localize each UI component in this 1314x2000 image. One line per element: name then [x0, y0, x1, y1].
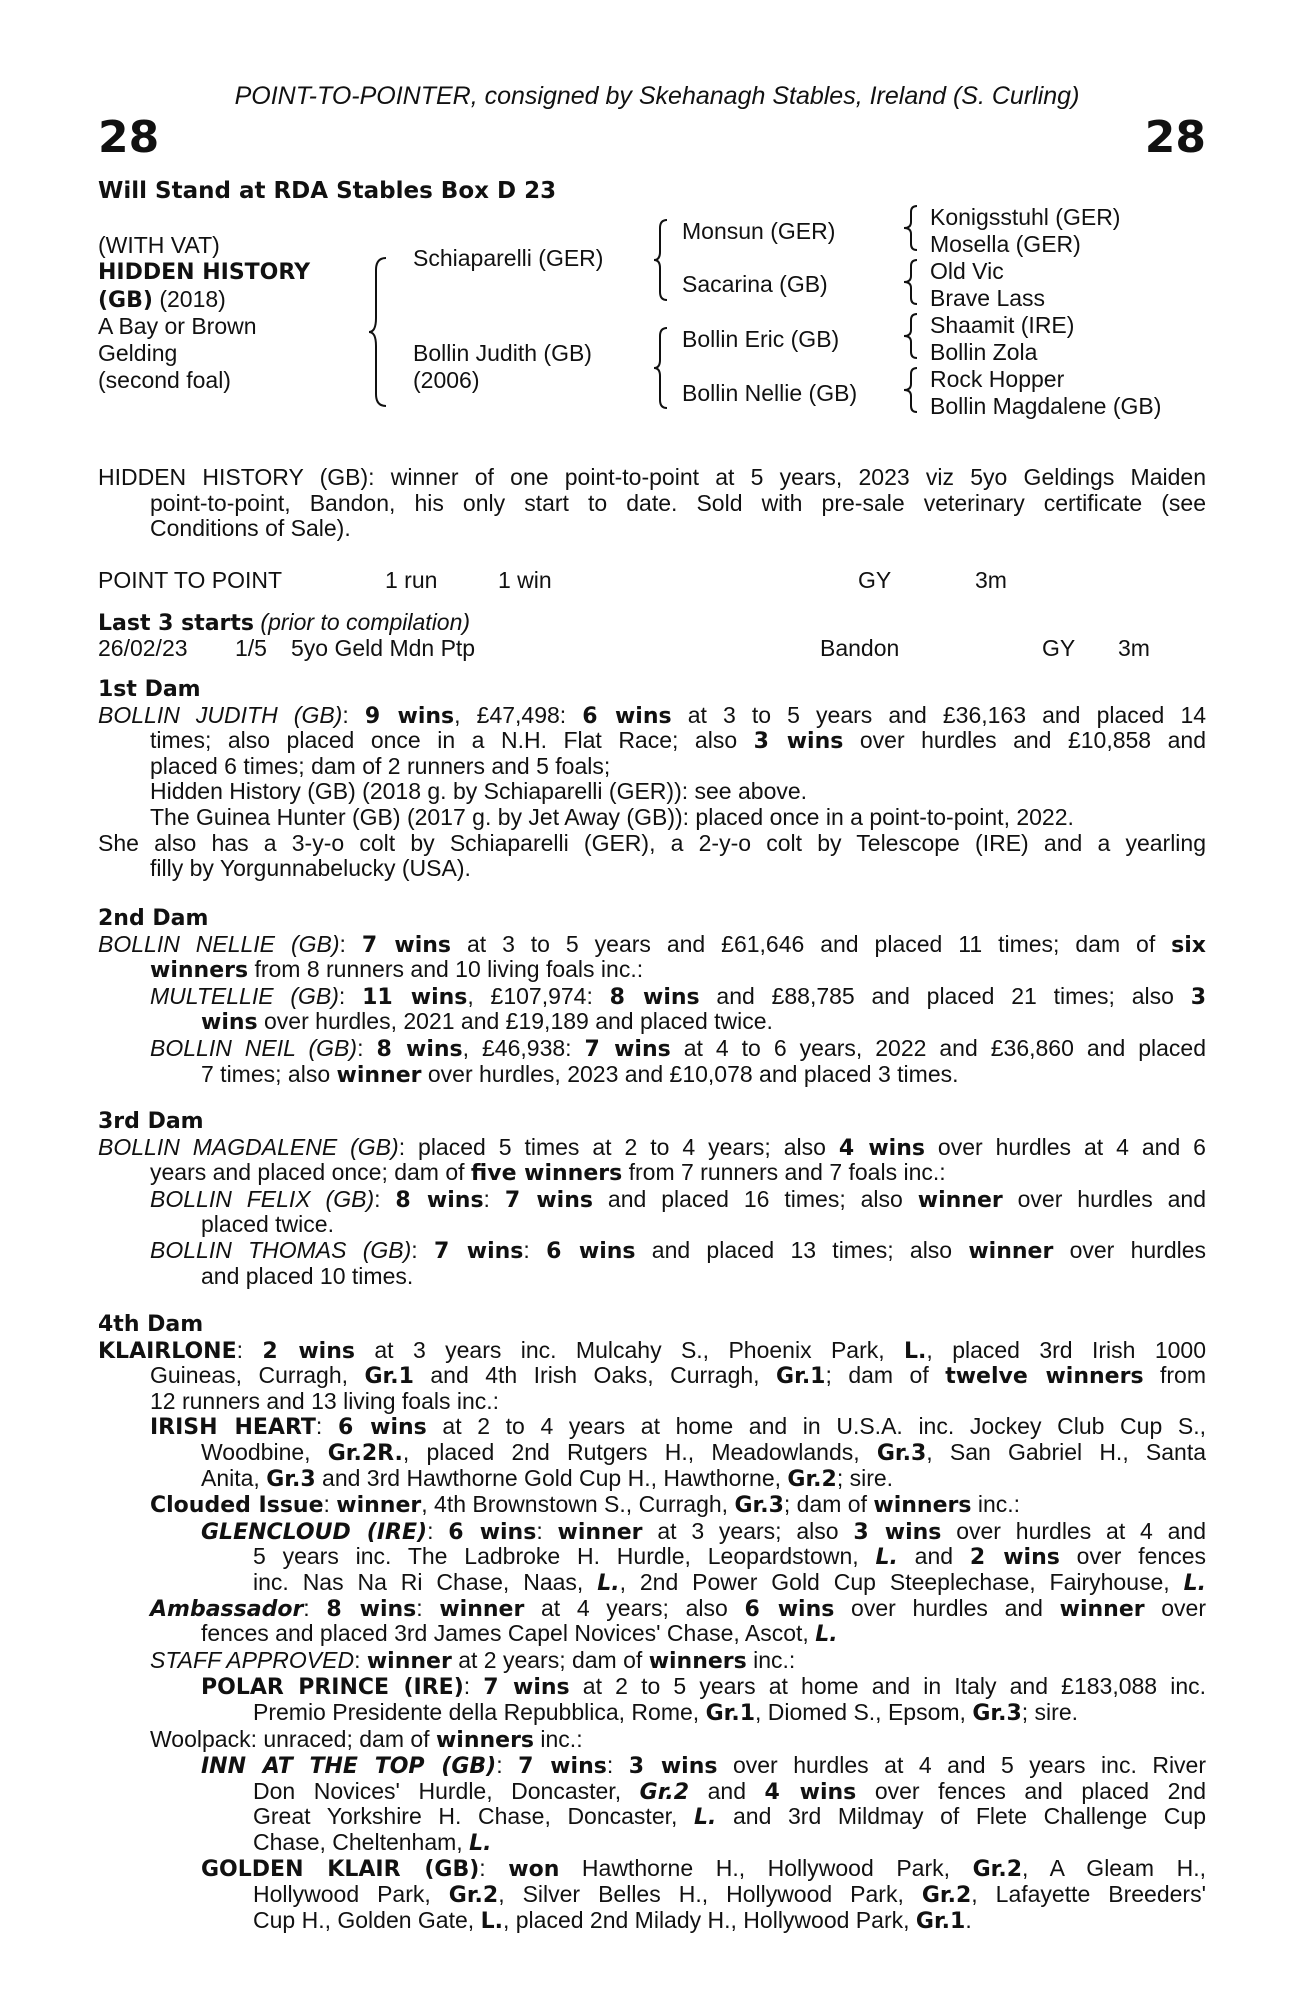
dam-line-brace — [653, 326, 669, 410]
third-dam-section: 3rd Dam BOLLIN MAGDALENE (GB): placed 5 times at 2 to 4 years; also 4 wins over hurdles at 4 and 6 years and placed once; dam of five winners from 7 runners and 7 foals inc.: BOLLIN FELIX (GB): 8 wins: 7 wins and placed 16 times; also winner over hurdles and placed twice. BOLLIN THOMAS (GB): 7 wins: 6 wins and placed 13 times; also winner over hurdles and placed 10 times. — [98, 1109, 1206, 1289]
dss: Shaamit (IRE) — [930, 312, 1075, 338]
start-position: 1/5 — [235, 635, 267, 661]
lot-number-right: 28 — [1144, 112, 1206, 163]
gen3-brace-2 — [903, 258, 919, 306]
foal-number: (second foal) — [98, 367, 231, 393]
vat-note: (WITH VAT) — [98, 232, 220, 258]
sire-sire: Monsun (GER) — [682, 218, 836, 244]
sire: Schiaparelli (GER) — [413, 245, 604, 271]
third-dam-heading: 3rd Dam — [98, 1109, 204, 1134]
dds: Rock Hopper — [930, 366, 1065, 392]
ddd: Bollin Magdalene (GB) — [930, 393, 1162, 419]
ssd: Mosella (GER) — [930, 231, 1081, 257]
record-label: POINT TO POINT — [98, 567, 283, 593]
gen3-brace-1 — [903, 204, 919, 252]
horse-name: HIDDEN HISTORY — [98, 260, 311, 285]
horse-colour: A Bay or Brown — [98, 313, 257, 339]
first-dam-section: 1st Dam BOLLIN JUDITH (GB): 9 wins, £47,498: 6 wins at 3 to 5 years and £36,163 and placed 14 times; also placed once in a N.H. Flat Race; also 3 wins over hurdles and £10,858 and placed 6 times; dam of 2 runners and 5 foals; Hidden History (GB) (2018 g. by Schiaparelli (GER)): see above. The Guinea Hunter (GB) (2017 g. by Jet Away (GB)): placed once in a point-to-point, 2022. She also has a 3-y-o colt by Schiaparelli (GER), a 2-y-o colt by Telescope (IRE) and a yearling filly by Yorgunnabelucky (USA). — [98, 677, 1206, 882]
record-going: GY — [858, 567, 892, 593]
gen3-brace-3 — [903, 312, 919, 360]
sire-dam: Sacarina (GB) — [682, 271, 828, 297]
dam-dam: Bollin Nellie (GB) — [682, 380, 858, 406]
second-dam-heading: 2nd Dam — [98, 906, 209, 931]
consignor-title: POINT-TO-POINTER, consigned by Skehanagh Stables, Ireland (S. Curling) — [234, 82, 1080, 110]
sire-line-brace — [653, 218, 669, 302]
dam-sire: Bollin Eric (GB) — [682, 326, 840, 352]
start-date: 26/02/23 — [98, 635, 188, 661]
horse-summary: HIDDEN HISTORY (GB): winner of one point-to-point at 5 years, 2023 viz 5yo Geldings Maiden point-to-point, Bandon, his only start to date. Sold with pre-sale veterinary certificate (see Conditions of Sale). — [98, 465, 1206, 542]
sds: Old Vic — [930, 258, 1004, 284]
fourth-dam-heading: 4th Dam — [98, 1312, 204, 1337]
start-distance: 3m — [1118, 635, 1150, 661]
record-wins: 1 win — [498, 567, 552, 593]
start-course: Bandon — [820, 635, 900, 661]
dam-year: (2006) — [413, 367, 480, 393]
lot-number-left: 28 — [98, 112, 160, 163]
sire-dam-brace — [368, 256, 390, 408]
fourth-dam-section: 4th Dam KLAIRLONE: 2 wins at 3 years inc. Mulcahy S., Phoenix Park, L., placed 3rd Irish 1000 Guineas, Curragh, Gr.1 and 4th Irish Oaks, Curragh, Gr.1; dam of twelve winners from 12 runners and 13 living foals inc.: IRISH HEART: 6 wins at 2 to 4 years at home and in U.S.A. inc. Jockey Club Cup S., Woodbine, Gr.2R., placed 2nd Rutgers H., Meadowlands, Gr.3, San Gabriel H., Santa Anita, Gr.3 and 3rd Hawthorne Gold Cup H., Hawthorne, Gr.2; sire. Clouded Issue: winner, 4th Brownstown S., Curragh, Gr.3; dam of winners inc.: GLENCLOUD (IRE): 6 wins: winner at 3 years; also 3 wins over hurdles at 4 and 5 years inc. The Ladbroke H. Hurdle, Leopardstown, L. and 2 wins over fences inc. Nas Na Ri Chase, Naas, L., 2nd Power Gold Cup Steeplechase, Fairyhouse, L. Ambassador: 8 wins: winner at 4 years; also 6 wins over hurdles and winner over fences and placed 3rd James Capel Novices' Chase, Ascot, L. STAFF APPROVED: winner at 2 years; dam of winners inc.: POLAR PRINCE (IRE): 7 wins at 2 to 5 years at home and in Italy and £183,088 inc. Premio Presidente della Repubblica, Rome, Gr.1, Diomed S., Epsom, Gr.3; sire. Woolpack: unraced; dam of winners inc.: INN AT THE TOP (GB): 7 wins: 3 wins over hurdles at 4 and 5 years inc. River Don Novices' Hurdle, Doncaster, Gr.2 and 4 wins over fences and placed 2nd Great Yorkshire H. Chase, Doncaster, L. and 3rd Mildmay of Flete Challenge Cup Chase, Cheltenham, L. GOLDEN KLAIR (GB): won Hawthorne H., Hollywood Park, Gr.2, A Gleam H., Hollywood Park, Gr.2, Silver Belles H., Hollywood Park, Gr.2, Lafayette Breeders' Cup H., Golden Gate, L., placed 2nd Milady H., Hollywood Park, Gr.1. — [98, 1312, 1206, 1934]
horse-sex: Gelding — [98, 340, 178, 366]
first-dam-heading: 1st Dam — [98, 677, 201, 702]
start-race: 5yo Geld Mdn Ptp — [291, 635, 476, 661]
dam: Bollin Judith (GB) — [413, 340, 592, 366]
record-distance: 3m — [975, 567, 1007, 593]
stabling-location: Will Stand at RDA Stables Box D 23 — [98, 178, 557, 204]
last-starts-heading: Last 3 starts (prior to compilation) — [98, 609, 471, 636]
second-dam-section: 2nd Dam BOLLIN NELLIE (GB): 7 wins at 3 to 5 years and £61,646 and placed 11 times; dam of six winners from 8 runners and 10 living foals inc.: MULTELLIE (GB): 11 wins, £107,974: 8 wins and £88,785 and placed 21 times; also 3 wins over hurdles, 2021 and £19,189 and placed twice. BOLLIN NEIL (GB): 8 wins, £46,938: 7 wins at 4 to 6 years, 2022 and £36,860 and placed 7 times; also winner over hurdles, 2023 and £10,078 and placed 3 times. — [98, 906, 1206, 1088]
sdd: Brave Lass — [930, 285, 1046, 311]
horse-country-year: (GB) (2018) — [98, 286, 226, 313]
record-runs: 1 run — [385, 567, 438, 593]
sss: Konigsstuhl (GER) — [930, 204, 1121, 230]
dsd: Bollin Zola — [930, 339, 1038, 365]
start-going: GY — [1042, 635, 1076, 661]
gen3-brace-4 — [903, 366, 919, 414]
